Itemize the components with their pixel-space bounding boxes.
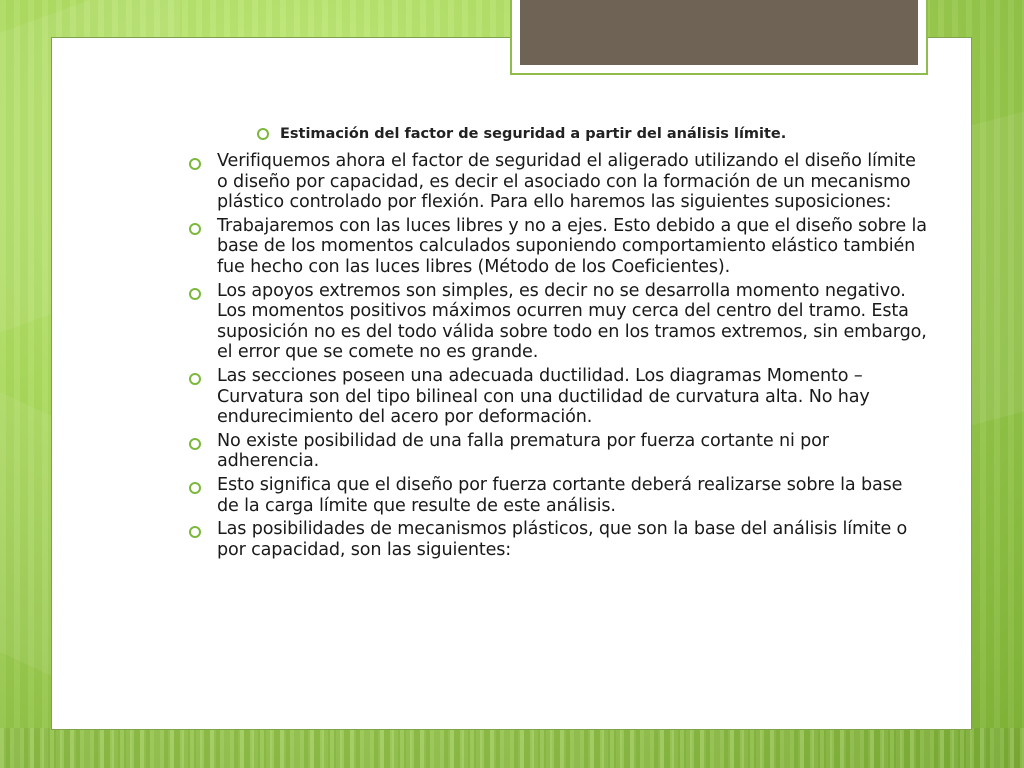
bullet-text: Las secciones poseen una adecuada ductilidad. Los diagramas Momento – Curvatura son del tipo bilineal con una ductilidad de curvatura alta. No hay endurecimiento del acero por deformación. (217, 365, 870, 428)
bullet-icon (189, 158, 201, 170)
bullet-item (189, 281, 929, 363)
bullet-text: Los apoyos extremos son simples, es decir no se desarrolla momento negativo. Los momentos positivos máximos ocurren muy cerca del centro del tramo. Esta suposición no es del todo válida sobre todo en los tramos extremos, sin embargo, el error que se comete no es grande. (217, 280, 927, 363)
bullet-text: Las posibilidades de mecanismos plásticos, que son la base del análisis límite o por capacidad, son las siguientes: (217, 519, 908, 560)
bullet-item (189, 216, 929, 278)
bullet-icon (189, 223, 201, 235)
bullet-list (189, 151, 929, 563)
bullet-item (189, 151, 929, 213)
bullet-icon (189, 438, 201, 450)
bullet-icon (189, 526, 201, 538)
bullet-icon (189, 373, 201, 385)
bullet-item (189, 431, 929, 472)
slide-subtitle: Estimación del factor de seguridad a partir del análisis límite. (280, 126, 787, 142)
bullet-text: Trabajaremos con las luces libres y no a ejes. Esto debido a que el diseño sobre la base de los momentos calculados suponiendo comportamiento elástico también fue hecho con las luces libres (Método de los Coeficientes). (217, 215, 927, 277)
bullet-icon (189, 288, 201, 300)
bullet-text: Verifiquemos ahora el factor de seguridad el aligerado utilizando el diseño límite o diseño por capacidad, es decir el asociado con la formación de un mecanismo plástico controlado por flexión. Para ello haremos las siguientes suposiciones: (217, 151, 916, 213)
bullet-item (189, 366, 929, 428)
bullet-icon (189, 482, 201, 494)
bullet-text: Esto significa que el diseño por fuerza cortante deberá realizarse sobre la base de la carga límite que resulte de este análisis. (217, 474, 903, 516)
slide-content-panel (51, 37, 972, 730)
background-stripes (0, 728, 1024, 768)
bullet-item (189, 475, 929, 516)
title-placeholder-frame (510, 0, 928, 75)
title-placeholder-block (520, 0, 918, 65)
bullet-item (189, 519, 929, 560)
bullet-text: No existe posibilidad de una falla prematura por fuerza cortante ni por adherencia. (217, 430, 829, 472)
bullet-icon (257, 128, 269, 140)
subtitle-row (257, 126, 786, 142)
